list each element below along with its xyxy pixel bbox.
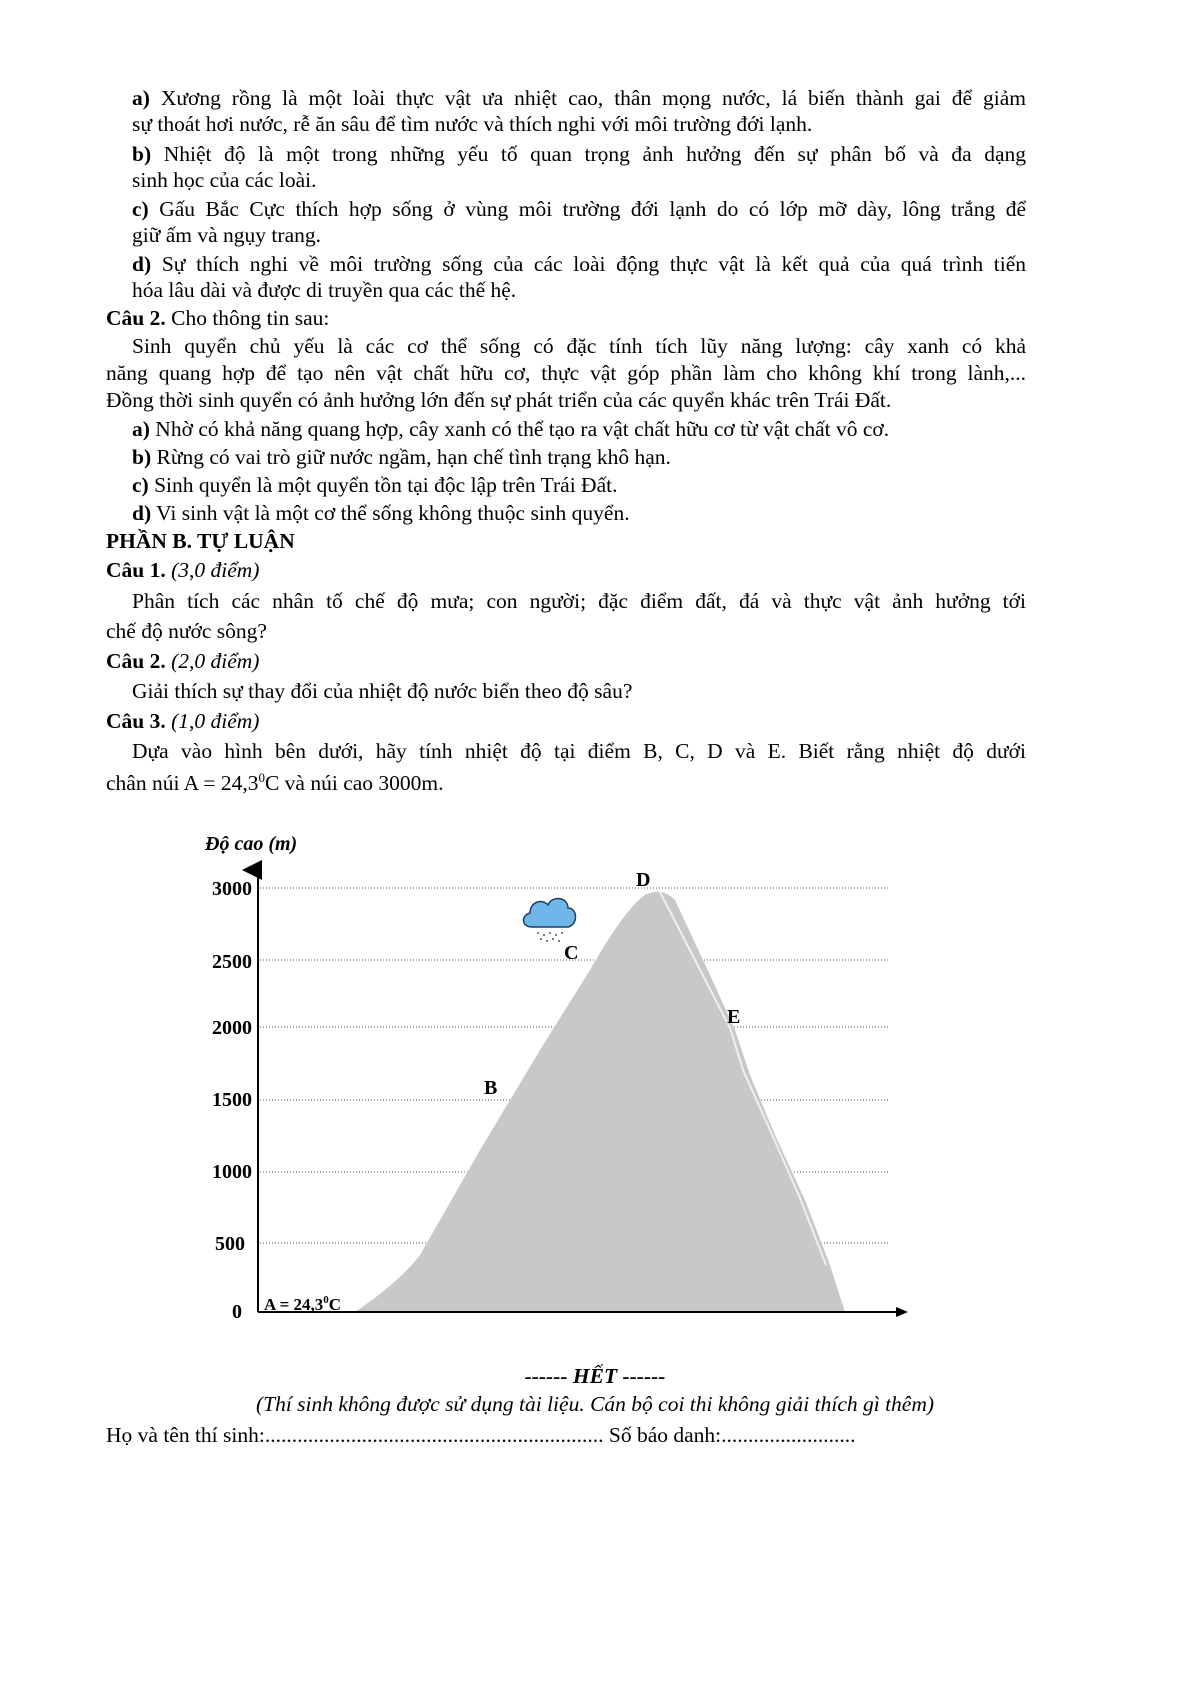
end-marker: ------ HẾT ------ <box>524 1364 666 1388</box>
essay-q2-line1: Giải thích sự thay đổi của nhiệt độ nước biển theo độ sâu? <box>132 679 633 703</box>
y-tick-1500: 1500 <box>212 1089 252 1111</box>
q1-item-a-line2: sự thoát hơi nước, rễ ăn sâu để tìm nước và thích nghi với môi trường đới lạnh. <box>132 112 813 136</box>
q2-passage-line3: Đồng thời sinh quyển có ảnh hưởng lớn đến sự phát triển của các quyển khác trên Trái Đất. <box>106 388 892 412</box>
q2-item-b: b) Rừng có vai trò giữ nước ngầm, hạn chế tình trạng khô hạn. <box>132 445 671 469</box>
y-axis-title: Độ cao (m) <box>205 833 298 855</box>
y-tick-1000: 1000 <box>212 1161 252 1183</box>
q2-passage-line1: Sinh quyển chủ yếu là các cơ thể sống có đặc tính tích lũy năng lượng: cây xanh có khả <box>132 334 1026 358</box>
q1-item-c-line2: giữ ấm và ngụy trang. <box>132 223 321 247</box>
y-tick-500: 500 <box>215 1233 245 1255</box>
q2-passage-line2: năng quang hợp để tạo nên vật chất hữu cơ, thực vật góp phần làm cho không khí trong lành,... <box>106 361 1026 385</box>
essay-q1-line2: chế độ nước sông? <box>106 619 267 643</box>
altitude-figure <box>190 833 990 1440</box>
candidate-info <box>106 1422 856 1448</box>
y-tick-labels <box>212 878 252 1323</box>
mountain-shape <box>355 892 845 1312</box>
essay-q3-line1: Dựa vào hình bên dưới, hãy tính nhiệt độ tại điểm B, C, D và E. Biết rằng nhiệt độ dưới <box>132 739 1026 763</box>
point-b-label: B <box>484 1077 498 1099</box>
q1-item-b-line2: sinh học của các loài. <box>132 168 317 192</box>
essay-q2-heading: Câu 2. (2,0 điểm) <box>106 649 260 673</box>
essay-q3-line2: chân núi $A = 24,3^0C$ và núi cao 3000m. <box>106 769 444 795</box>
id-dots: ......................... <box>721 1423 856 1447</box>
exam-note: (Thí sinh không được sử dụng tài liệu. Cán bộ coi thi không giải thích gì thêm) <box>255 1392 935 1416</box>
name-label: Họ và tên thí sinh: <box>106 1423 265 1447</box>
q1-item-d-line1: d) Sự thích nghi về môi trường sống của các loài động thực vật là kết quả của quá trình tiến <box>132 252 1026 276</box>
q2-heading: Câu 2. Cho thông tin sau: <box>106 306 330 330</box>
essay-q1-line1: Phân tích các nhân tố chế độ mưa; con người; đặc điểm đất, đá và thực vật ảnh hưởng tới <box>132 589 1026 613</box>
q2-item-d: d) Vi sinh vật là một cơ thể sống không thuộc sinh quyển. <box>132 501 630 525</box>
q1-item-d-line2: hóa lâu dài và được di truyền qua các thế hệ. <box>132 278 517 302</box>
y-tick-2500: 2500 <box>212 951 252 973</box>
point-a-label: $A = 24,3^0C$ <box>264 1294 342 1314</box>
y-tick-0: 0 <box>232 1301 242 1323</box>
q1-item-b-line1: b) Nhiệt độ là một trong những yếu tố quan trọng ảnh hưởng đến sự phân bố và đa dạng <box>132 142 1026 166</box>
point-e-label: E <box>727 1006 741 1028</box>
x-axis-arrow <box>896 1307 908 1317</box>
q2-item-c: c) Sinh quyển là một quyển tồn tại độc lập trên Trái Đất. <box>132 473 618 497</box>
y-tick-2000: 2000 <box>212 1017 252 1039</box>
point-c-label: C <box>564 942 579 964</box>
essay-q3-heading: Câu 3. (1,0 điểm) <box>106 709 260 733</box>
name-dots: ............................................................... <box>264 1423 604 1447</box>
q2-item-a: a) Nhờ có khả năng quang hợp, cây xanh có thể tạo ra vật chất hữu cơ từ vật chất vô cơ. <box>132 417 890 441</box>
point-d-label: D <box>636 869 651 891</box>
q1-item-a-line1: a) Xương rồng là một loài thực vật ưa nhiệt cao, thân mọng nước, lá biến thành gai để giảm <box>132 86 1026 110</box>
rain-cloud-icon <box>523 899 575 942</box>
y-tick-3000: 3000 <box>212 878 252 900</box>
id-label: Số báo danh: <box>608 1423 722 1447</box>
part-b-heading: PHẦN B. TỰ LUẬN <box>106 529 295 553</box>
essay-q1-heading: Câu 1. (3,0 điểm) <box>106 558 260 582</box>
q1-item-c-line1: c) Gấu Bắc Cực thích hợp sống ở vùng môi trường đới lạnh do có lớp mỡ dày, lông trắng để <box>132 197 1027 221</box>
